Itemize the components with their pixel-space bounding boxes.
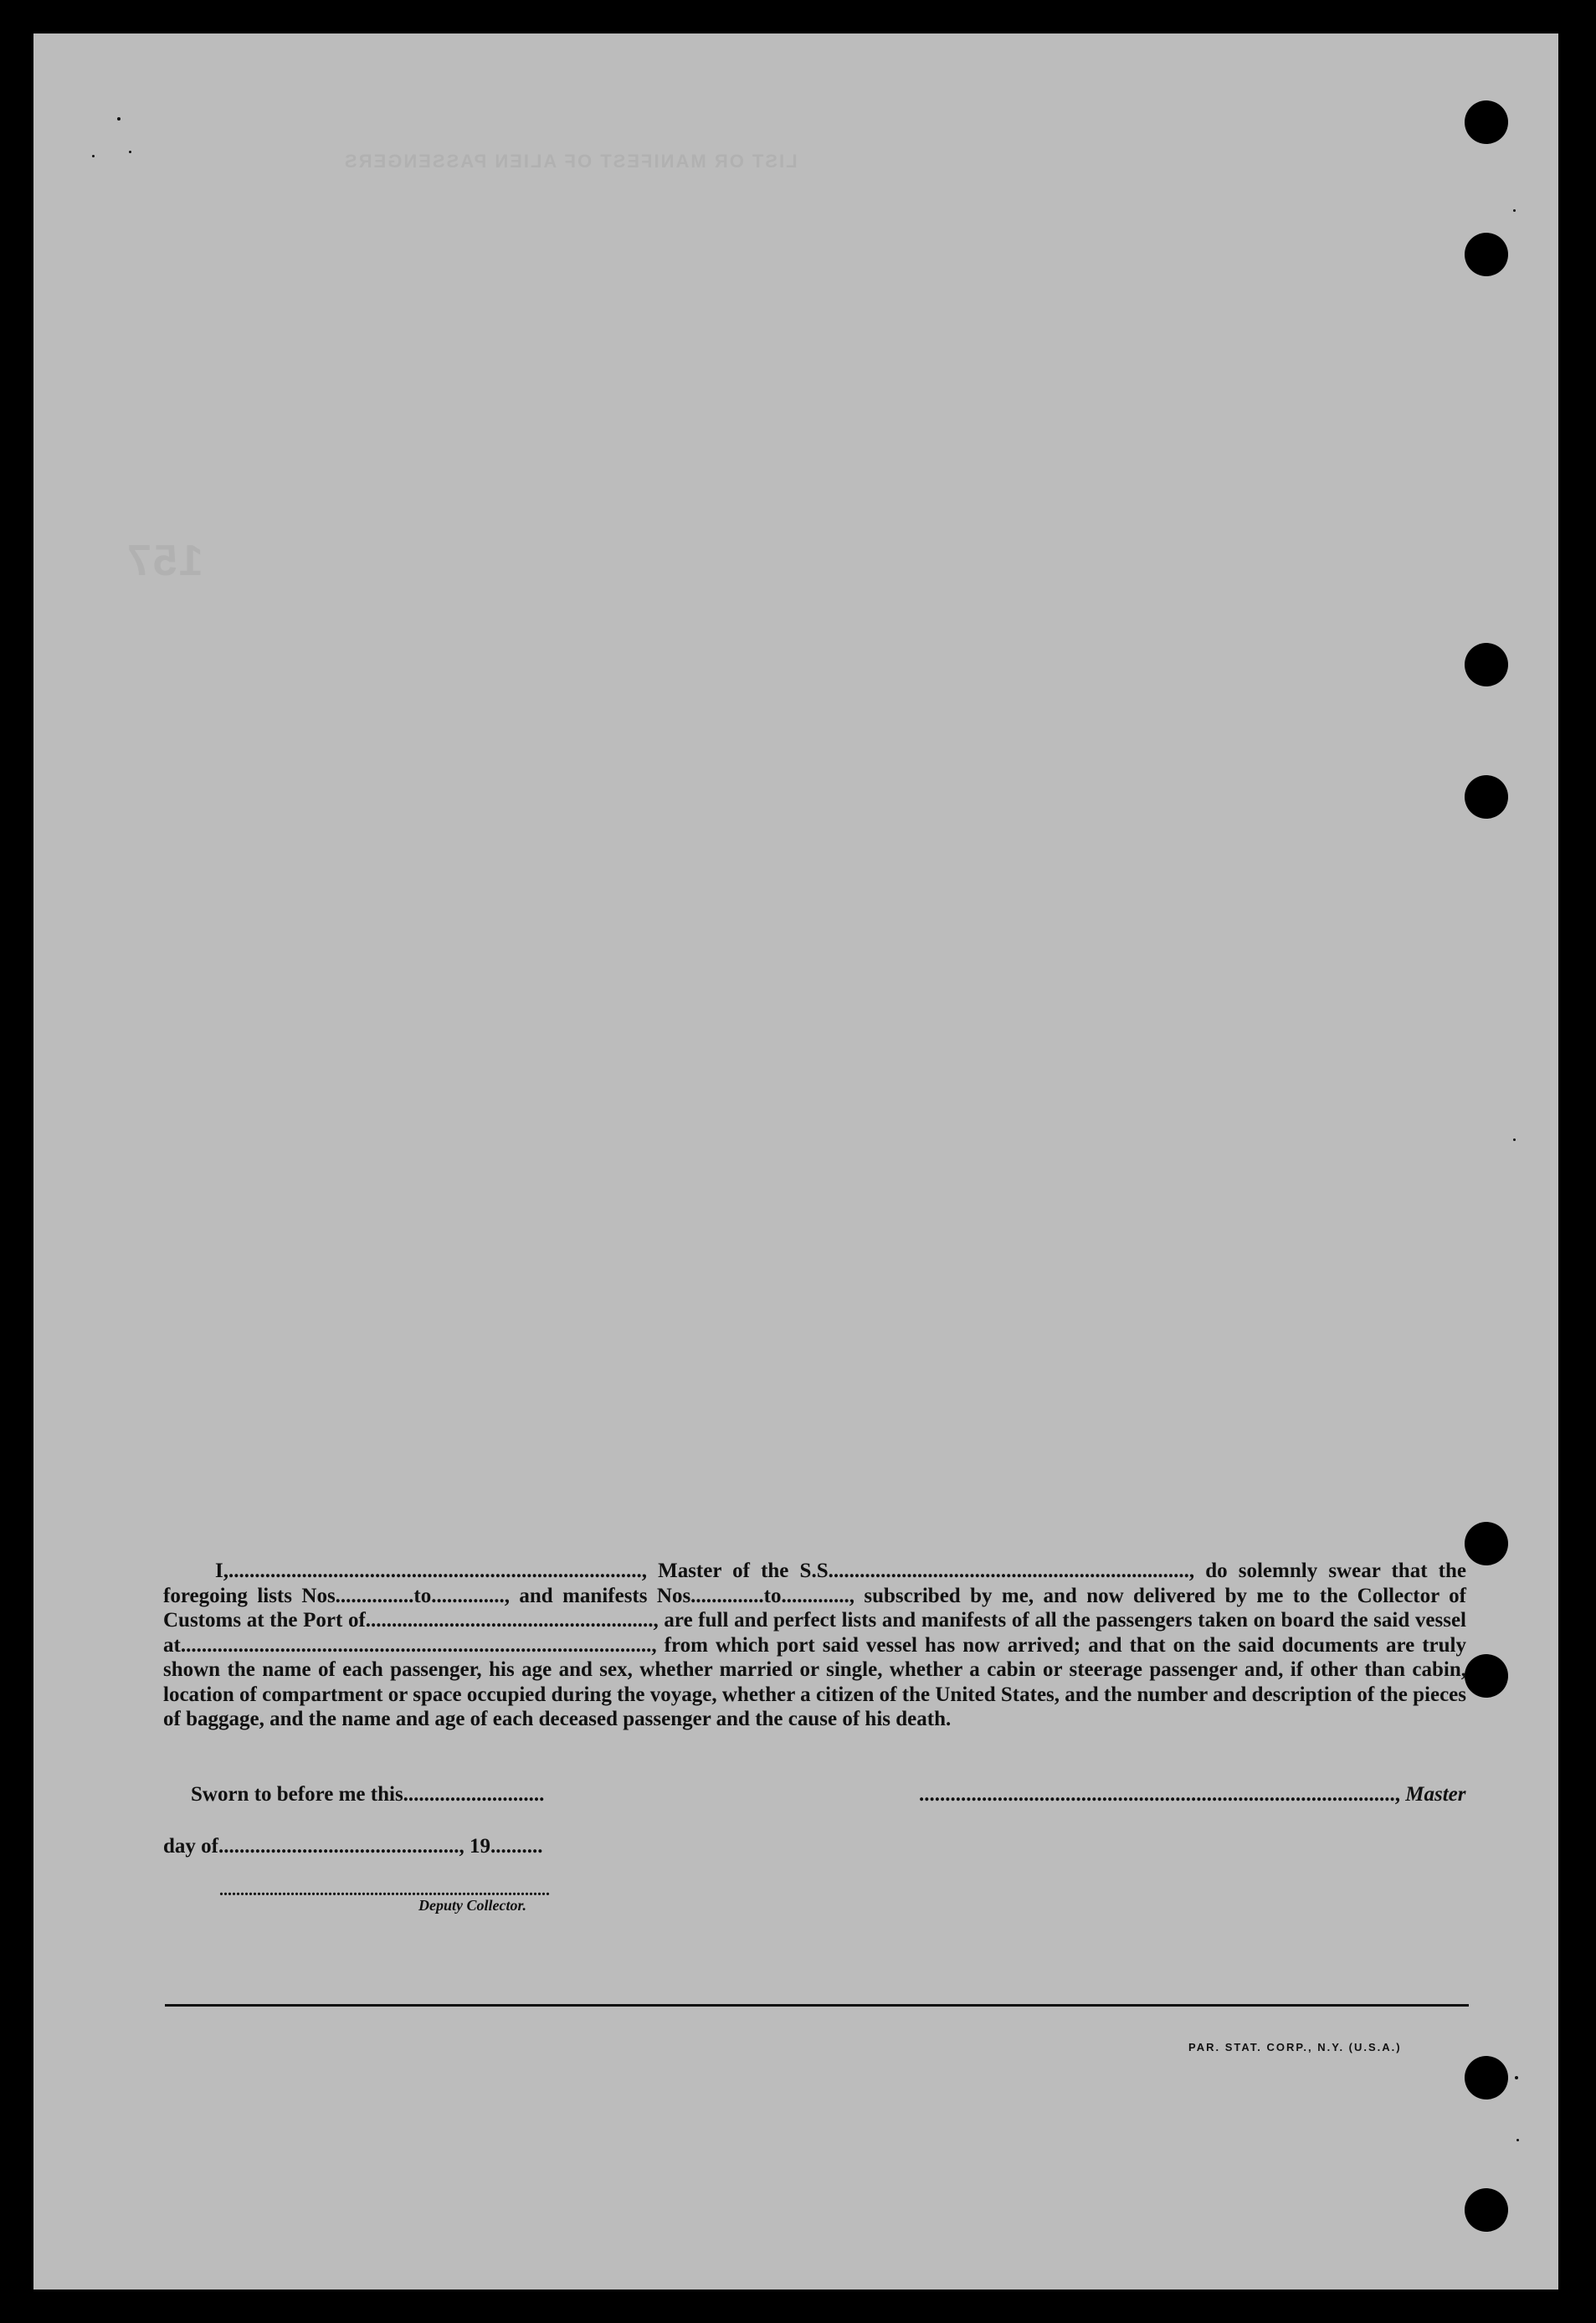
day-of-line: day of.............................................., 19.......... [163, 1835, 543, 1858]
punch-hole [1465, 2056, 1508, 2099]
speck [1515, 2076, 1518, 2079]
punch-hole [1465, 1654, 1508, 1698]
bleed-through-heading: LIST OR MANIFEST OF ALIEN PASSENGERS [343, 151, 798, 172]
speck [1516, 2139, 1519, 2141]
master-signature-line [919, 1783, 1465, 1806]
speck [1513, 1138, 1516, 1141]
printer-imprint: PAR. STAT. CORP., N.Y. (U.S.A.) [1188, 2041, 1402, 2053]
punch-hole [1465, 100, 1508, 144]
punch-hole [1465, 233, 1508, 276]
oath-text: I,..............................................................................., Master of the S.S....................................................................., do solemnly swear that the foregoing lists Nos...............to.............., and manifests Nos..............to............., subscribed by me, and now delivered by me to the Collector of Customs at the Port of......................................................., are full and perfect lists and manifests of all the passengers taken on board the said vessel at.........................................................................................., from which port said vessel has now arrived; and that on the said documents are truly shown the name of each passenger, his age and sex, whether married or single, whether a cabin or steerage passenger and, if other than cabin, location of compartment or space occupied during the voyage, whether a citizen of the United States, and the number and description of the pieces of baggage, and the name and age of each deceased passenger and the cause of his death. [163, 1560, 1466, 1730]
sworn-before-line: Sworn to before me this........................... [191, 1783, 545, 1806]
speck [92, 155, 95, 157]
speck [1513, 209, 1516, 212]
oath-paragraph [163, 1559, 1466, 1732]
document-page [33, 33, 1558, 2290]
master-dots: ..........................................................................................., [919, 1783, 1400, 1806]
punch-hole [1465, 775, 1508, 819]
deputy-collector-label: Deputy Collector. [418, 1897, 526, 1914]
bleed-through-number: 157 [126, 537, 203, 585]
punch-hole [1465, 2188, 1508, 2232]
speck [129, 151, 131, 153]
master-label: Master [1405, 1783, 1466, 1806]
bottom-rule [165, 2004, 1469, 2007]
punch-hole [1465, 643, 1508, 686]
speck [117, 117, 121, 121]
deputy-collector-line: ............................................................................... [219, 1881, 550, 1899]
punch-hole [1465, 1522, 1508, 1565]
